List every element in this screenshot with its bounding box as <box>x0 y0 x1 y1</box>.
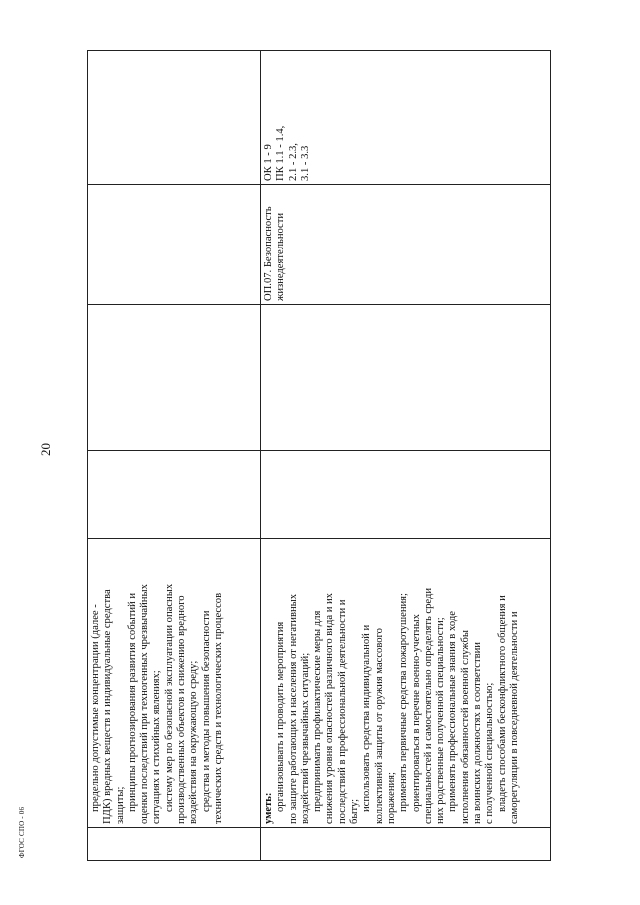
text-line: предпринимать профилактические меры для <box>312 610 324 812</box>
text-line: средства и методы повышения безопасности <box>200 610 212 812</box>
competency-line: 2.1 - 2.3, <box>287 143 299 181</box>
study-hours-cell-top <box>88 305 261 451</box>
text-line: саморегуляции в повседневной деятельности и <box>508 611 520 824</box>
text-line: применять первичные средства пожаротушения; <box>398 593 410 812</box>
text-line: последствий в профессиональной деятельности и <box>336 599 348 824</box>
hours-cell-top <box>88 451 261 539</box>
text-line: воздействия на окружающую среду; <box>188 660 200 824</box>
competency-line: ПК 1.1 - 1.4, <box>275 125 287 181</box>
text-line: защиты; <box>114 786 126 824</box>
text-line: владеть способами бесконфликтного общения и <box>496 595 508 812</box>
study-hours-cell-bottom <box>261 305 551 451</box>
text-line: принципы прогнозирования развития событий и <box>126 593 138 812</box>
text-line: исполнения обязанностей военной службы <box>459 630 471 824</box>
content-cell-bottom <box>261 539 551 828</box>
competency-cell-top <box>88 51 261 185</box>
text-line: применять профессиональные знания в ходе <box>447 611 459 812</box>
text-line: по защите работающих и населения от негативных <box>287 593 299 824</box>
text-line: организовывать и проводить мероприятия <box>275 621 287 812</box>
text-line: с полученной специальностью; <box>484 682 496 824</box>
text-line: производственных объектов и снижению вредного <box>176 595 188 824</box>
discipline-cell-top <box>88 185 261 305</box>
text-line: оценки последствий при техногенных чрезвычайных <box>139 584 151 824</box>
text-line: коллективной защиты от оружия массового <box>373 628 385 824</box>
text-line: ориентироваться в перечне военно-учетных <box>410 614 422 812</box>
text-line: уметь: <box>263 792 274 824</box>
index-cell-bottom <box>261 828 551 861</box>
text-line: использовать средства индивидуальной и <box>361 624 373 812</box>
text-line: поражения; <box>385 771 397 824</box>
text-line: технических средств и технологических процессов <box>212 592 224 824</box>
text-line: специальностей и самостоятельно определять среди <box>422 587 434 824</box>
text-line: ситуациях и стихийных явлениях; <box>151 670 163 824</box>
competency-line: ОК 1 - 9 <box>263 144 274 181</box>
competency-cell <box>261 51 551 185</box>
discipline-name: ОП.07. Безопасность жизнедеятельности <box>263 206 287 301</box>
text-line: предельно допустимые концентрации (далее - <box>90 604 101 812</box>
text-line: снижения уровня опасностей различного вида и их <box>324 593 336 824</box>
text-line: воздействий чрезвычайных ситуаций; <box>299 652 311 824</box>
content-cell-top <box>88 539 261 828</box>
text-line: ПДК) вредных веществ и индивидуальные средства <box>102 589 114 824</box>
competency-line: 3.1 - 3.3 <box>299 145 311 181</box>
rotated-table-container <box>87 51 550 861</box>
text-line: систему мер по безопасной эксплуатации опасных <box>163 583 175 812</box>
text-line: быту; <box>349 798 361 824</box>
footer-code: ФГОС СПО - 06 <box>18 806 26 858</box>
curriculum-table <box>87 50 551 861</box>
discipline-cell <box>261 185 551 305</box>
page-number: 20 <box>38 443 53 456</box>
index-cell <box>88 828 261 861</box>
content-text-bottom <box>263 542 521 824</box>
hours-cell-bottom <box>261 451 551 539</box>
text-line: них родственные полученной специальности; <box>435 617 447 824</box>
text-line: на воинских должностях в соответствии <box>472 642 484 824</box>
content-text-top <box>90 542 225 824</box>
